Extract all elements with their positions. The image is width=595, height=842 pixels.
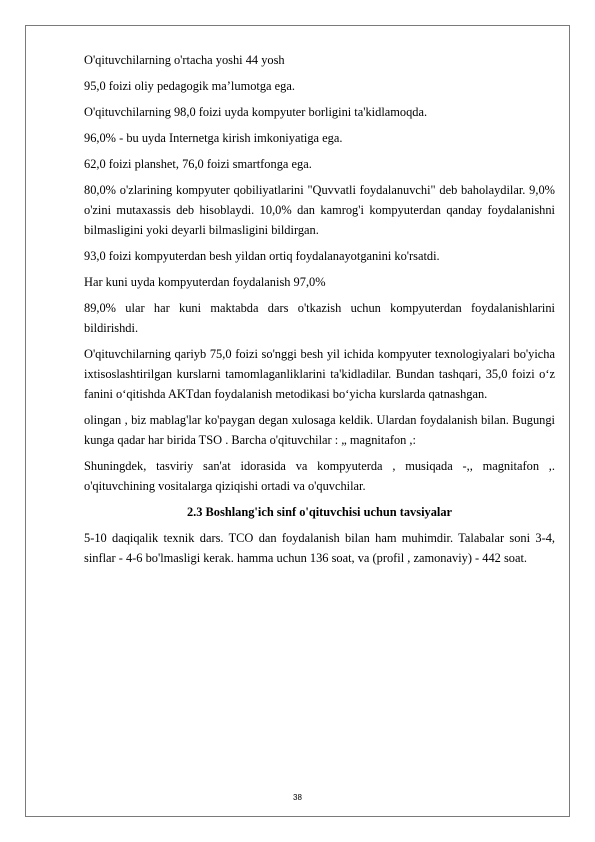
paragraph-conclusion: olingan , biz mablag'lar ko'paygan degan xulosaga keldik. Ulardan foydalanish bilan. Bugungi kunga qadar har birida TSO . Barcha o'qituvchilar : „ magnitafon ,: xyxy=(84,413,555,447)
paragraph-teacher-age: O'qituvchilarning o'rtacha yoshi 44 yosh xyxy=(84,53,285,67)
paragraph-five-years-usage: 93,0 foizi kompyuterdan besh yildan ortiq foydalanayotganini ko'rsatdi. xyxy=(84,249,440,263)
paragraph-tablet-smartphone: 62,0 foizi planshet, 76,0 foizi smartfonga ega. xyxy=(84,157,312,171)
paragraph-computer-skills: 80,0% o'zlarining kompyuter qobiliyatlarini "Quvvatli foydalanuvchi" deb baholaydilar. 9,0% o'zini mutaxassis deb hisoblaydi. 10,0% dan kamrog'i kompyuterdan qanday foydalanishni bilmasligini yoki deyarli bilmasligini bildirgan. xyxy=(84,183,555,237)
paragraph-courses: O'qituvchilarning qariyb 75,0 foizi so'nggi besh yil ichida kompyuter texnologiyalari bo'yicha ixtisoslashtirilgan kurslarni tamomlaganliklarini ta'kidladilar. Bundan tashqari, 35,0 foizi o‘z fanini o‘qitishda AKTdan foydalanish metodikasi bo‘yicha kurslarda qatnashgan. xyxy=(84,347,555,401)
paragraph-school-usage: 89,0% ular har kuni maktabda dars o'tkazish uchun kompyuterdan foydalanishlarini bildirishdi. xyxy=(84,301,555,335)
document-body xyxy=(84,50,555,574)
paragraph-internet-access: 96,0% - bu uyda Internetga kirish imkoniyatiga ega. xyxy=(84,131,343,145)
paragraph-daily-home-usage: Har kuni uyda kompyuterdan foydalanish 97,0% xyxy=(84,275,326,289)
paragraph-interest: Shuningdek, tasviriy san'at idorasida va kompyuterda , musiqada -,, magnitafon ,. o'qituvchining vositalarga qiziqishi ortadi va o'quvchilar. xyxy=(84,459,555,493)
section-heading: 2.3 Boshlang'ich sinf o'qituvchisi uchun tavsiyalar xyxy=(186,505,453,519)
page-number: 38 xyxy=(293,793,302,802)
paragraph-recommendations: 5-10 daqiqalik texnik dars. TCO dan foydalanish bilan ham muhimdir. Talabalar soni 3-4, sinflar - 4-6 bo'lmasligi kerak. hamma uchun 136 soat, va (profil , zamonaviy) - 442 soat. xyxy=(84,531,555,565)
paragraph-home-computer: O'qituvchilarning 98,0 foizi uyda kompyuter borligini ta'kidlamoqda. xyxy=(84,105,428,119)
paragraph-higher-education: 95,0 foizi oliy pedagogik ma’lumotga ega. xyxy=(84,79,295,93)
